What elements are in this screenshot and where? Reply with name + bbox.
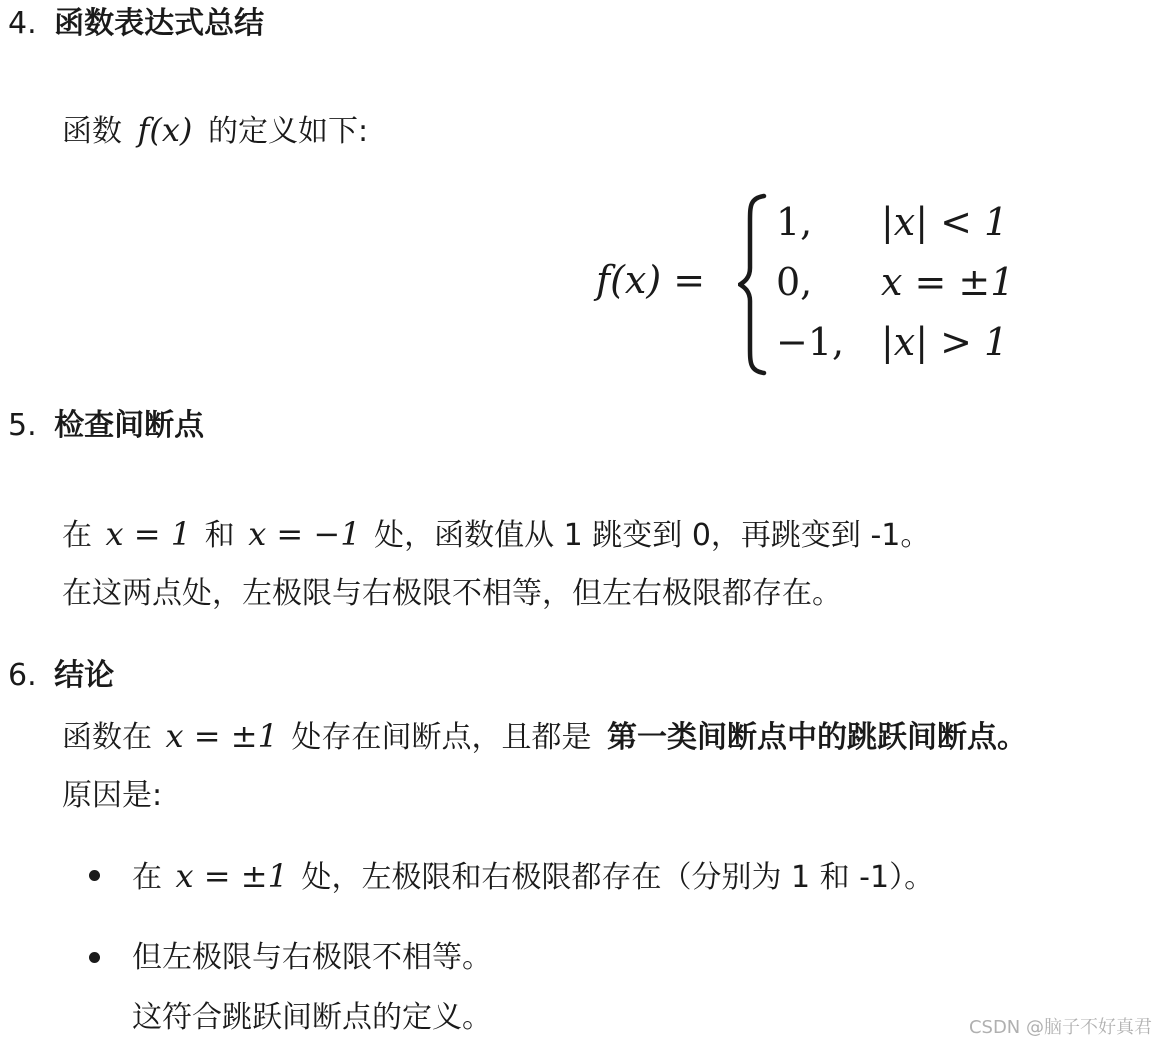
text: 处，函数值从 1 跳变到 0，再跳变到 -1。	[374, 518, 931, 553]
text: 在	[62, 518, 92, 553]
case-value: −1,	[776, 320, 845, 364]
discontinuity-line-1	[62, 514, 930, 556]
section-title: 结论	[54, 658, 115, 693]
piecewise-formula	[596, 192, 1026, 377]
section-number: 5.	[8, 408, 37, 443]
function-symbol: f(x)	[137, 111, 193, 149]
math-x-pm-1: x = ±1	[175, 857, 288, 895]
text: 处存在间断点，且都是	[291, 720, 592, 755]
section-title: 检查间断点	[54, 408, 205, 443]
bullet-item-2-continued: 这符合跳跃间断点的定义。	[132, 1000, 492, 1035]
intro-suffix: 的定义如下:	[207, 114, 369, 149]
conclusion-bold: 第一类间断点中的跳跃间断点。	[607, 720, 1028, 755]
section-title: 函数表达式总结	[54, 6, 265, 41]
text: 在	[132, 860, 162, 895]
bullet-dot-icon	[89, 870, 100, 881]
formula-lhs: f(x) =	[596, 258, 706, 302]
conclusion-line-1	[62, 716, 1027, 758]
text: 函数在	[62, 720, 152, 755]
case-condition: |x| < 1	[881, 200, 1009, 244]
case-value: 0,	[776, 260, 813, 304]
bullet-dot-icon	[89, 952, 100, 963]
intro-prefix: 函数	[62, 114, 122, 149]
text: 处，左极限和右极限都存在（分别为 1 和 -1）。	[301, 860, 935, 895]
bullet-item-2: 但左极限与右极限不相等。	[132, 940, 492, 975]
section-6-heading	[8, 656, 114, 696]
case-condition: x = ±1	[881, 260, 1015, 304]
section-number: 4.	[8, 6, 37, 41]
section-number: 6.	[8, 658, 37, 693]
bullet-item-1	[132, 856, 934, 898]
case-condition: |x| > 1	[881, 320, 1009, 364]
watermark: CSDN @脑子不好真君	[968, 1017, 1152, 1038]
math-x-pm-1: x = ±1	[165, 717, 278, 755]
function-intro	[62, 110, 368, 152]
discontinuity-line-2: 在这两点处，左极限与右极限不相等，但左右极限都存在。	[62, 576, 842, 611]
case-value: 1,	[776, 200, 813, 244]
section-4-heading	[8, 4, 264, 44]
text: 和	[204, 518, 235, 553]
math-x-eq-1: x = 1	[105, 515, 192, 553]
section-5-heading	[8, 406, 204, 446]
conclusion-line-2: 原因是:	[62, 778, 163, 813]
left-brace-icon	[738, 192, 768, 377]
math-x-eq-neg1: x = −1	[248, 515, 361, 553]
